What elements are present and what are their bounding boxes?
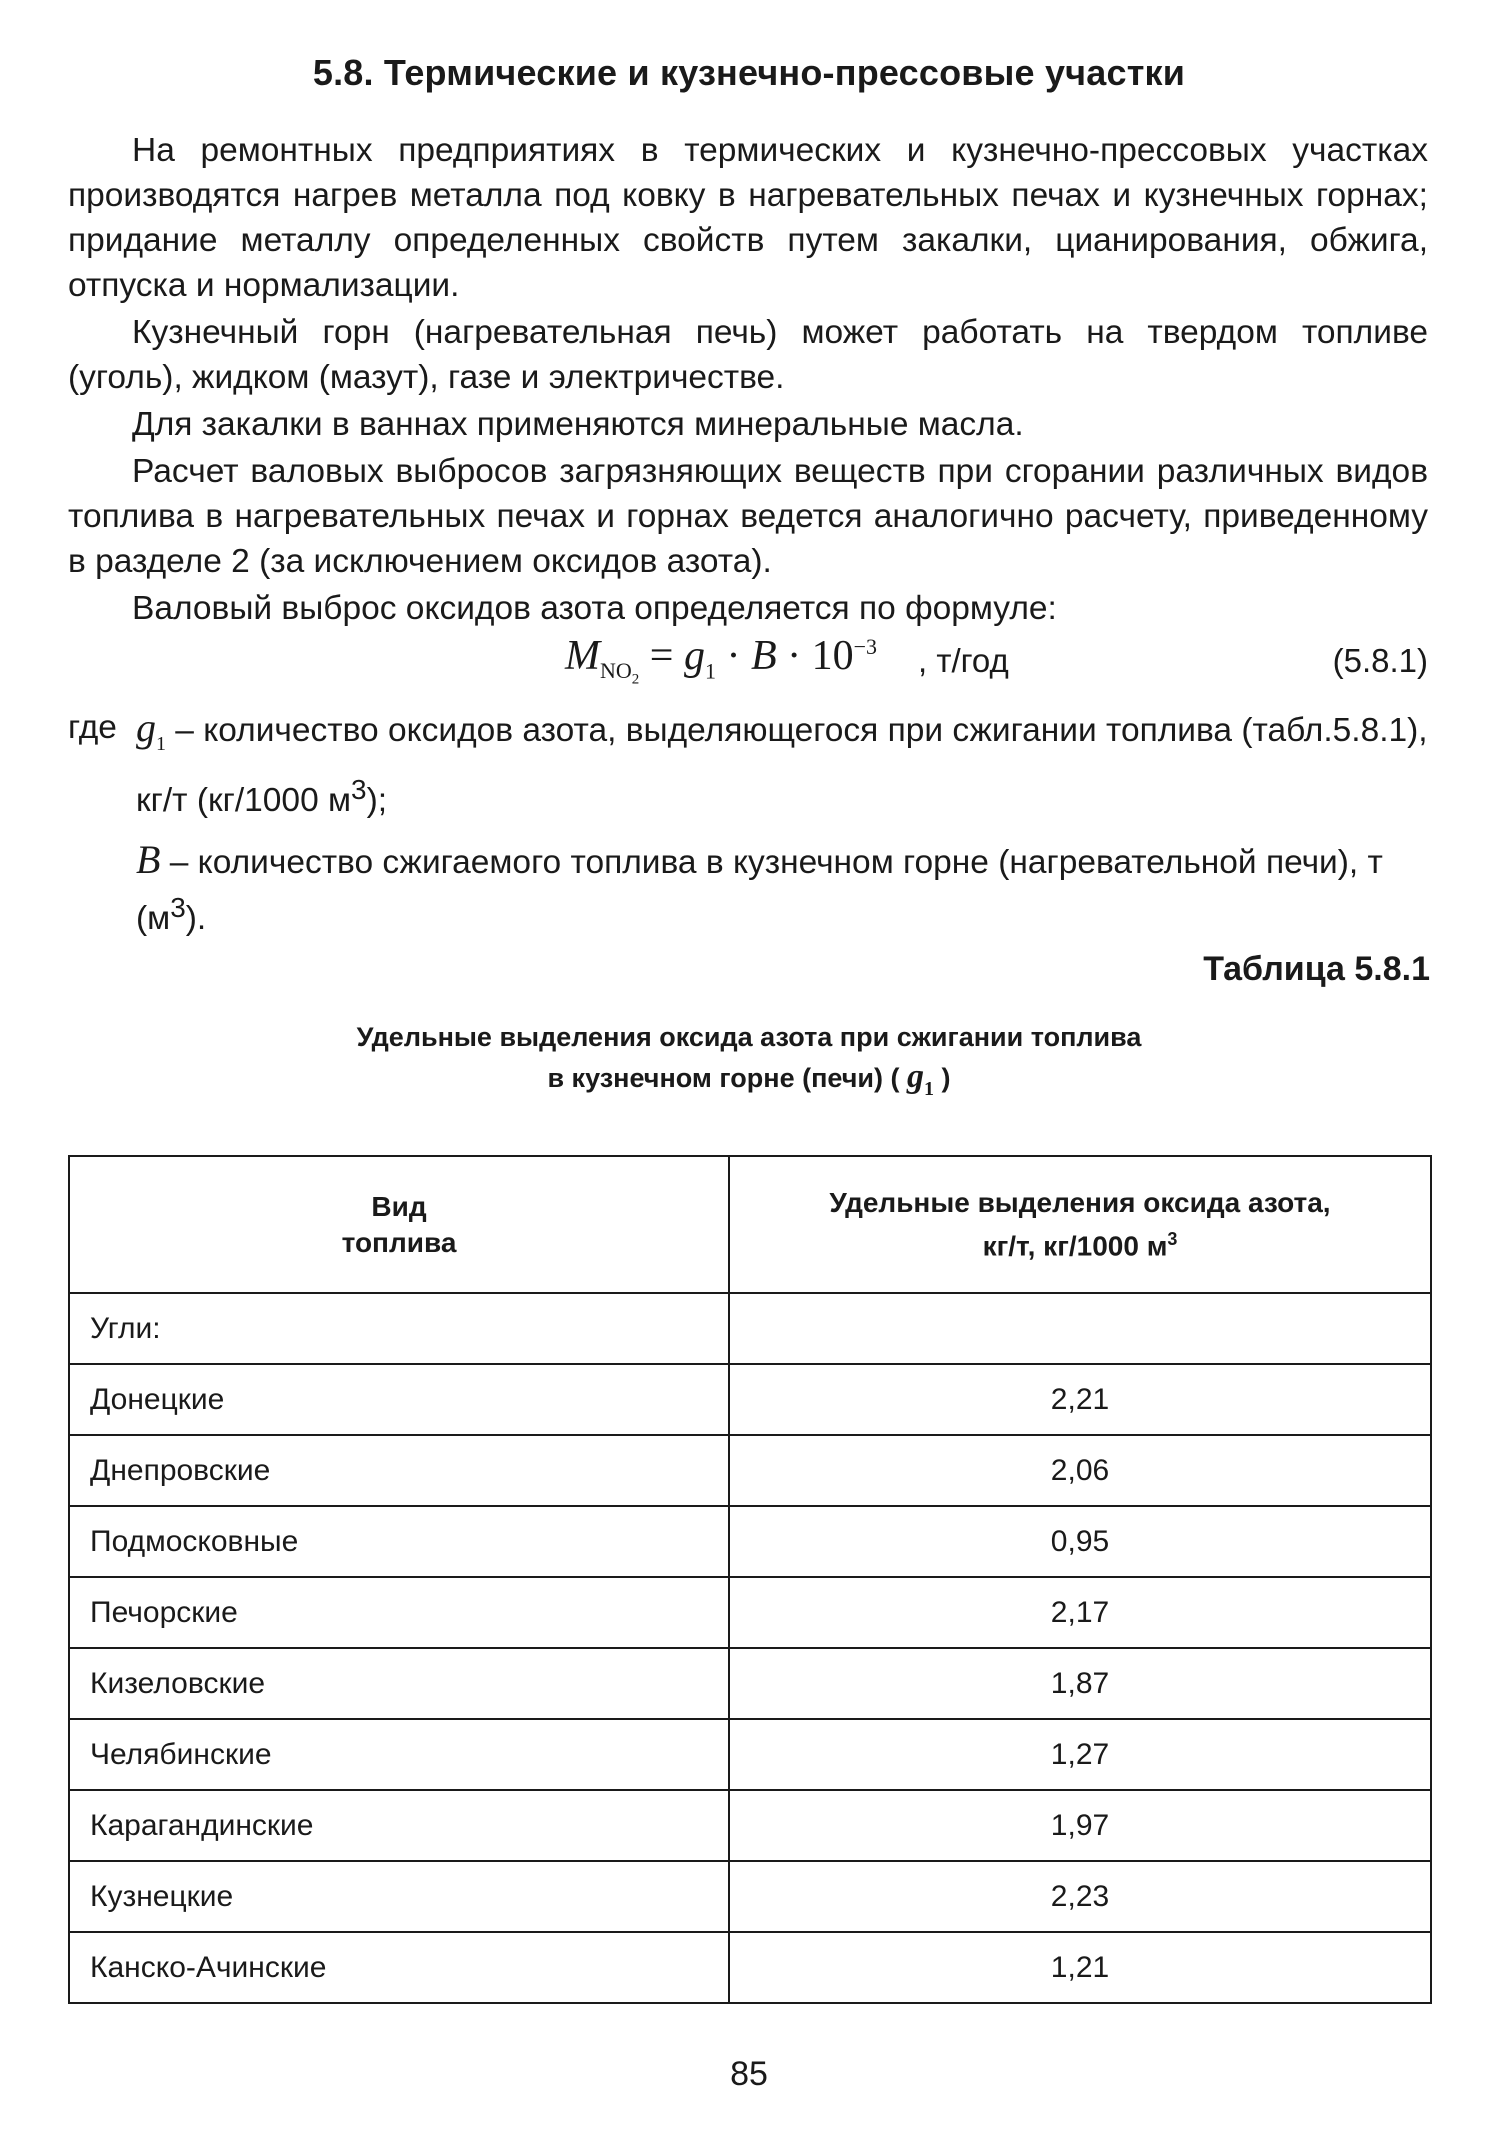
symbol-g1: $g_1$ [136, 705, 166, 755]
formula-unit: , т/год [918, 642, 1009, 679]
fuel-name: Челябинские [69, 1719, 729, 1790]
table-row [69, 1719, 1431, 1790]
table-row [69, 1648, 1431, 1719]
fuel-name: Донецкие [69, 1364, 729, 1435]
fuel-name: Подмосковные [69, 1506, 729, 1577]
fuel-name: Кузнецкие [69, 1861, 729, 1932]
header-fuel-type: Вид топлива [69, 1156, 729, 1293]
table-row [69, 1861, 1431, 1932]
formula-expression: $M_{NO_2} = g_1 \cdot B \cdot 10^{-3}$ [565, 633, 878, 688]
emission-value: 1,87 [729, 1648, 1431, 1719]
page-number: 85 [730, 2055, 768, 2093]
table-caption-line1: Удельные выделения оксида азота при сжигании топлива [356, 1022, 1142, 1052]
emission-value: 2,21 [729, 1364, 1431, 1435]
definition-b: B – количество сжигаемого топлива в кузнечном горне (нагревательной печи), т $(м^3)$. [136, 837, 1383, 938]
emission-value: 2,06 [729, 1435, 1431, 1506]
table-label: Таблица 5.8.1 [1203, 950, 1430, 988]
fuel-name: Днепровские [69, 1435, 729, 1506]
table-caption [0, 1017, 1498, 1109]
fuel-name: Карагандинские [69, 1790, 729, 1861]
emission-value [729, 1293, 1431, 1364]
emissions-table [68, 1155, 1432, 2004]
table-row [69, 1293, 1431, 1364]
fuel-name: Канско-Ачинские [69, 1932, 729, 2003]
table-row [69, 1506, 1431, 1577]
fuel-name: Угли: [69, 1293, 729, 1364]
table-row [69, 1364, 1431, 1435]
table-row [69, 1932, 1431, 2003]
emission-value: 0,95 [729, 1506, 1431, 1577]
table-caption-line2: в кузнечном горне (печи) ( $g_1$ ) [547, 1058, 951, 1100]
table-row [69, 1577, 1431, 1648]
section-title: 5.8. Термические и кузнечно-прессовые участки [312, 52, 1186, 93]
table-row [69, 1435, 1431, 1506]
emission-value: 1,27 [729, 1719, 1431, 1790]
emission-value: 2,23 [729, 1861, 1431, 1932]
emission-value: 1,21 [729, 1932, 1431, 2003]
fuel-name: Печорские [69, 1577, 729, 1648]
paragraph-quench-oils: Для закалки в ваннах применяются минеральные масла. [132, 406, 1024, 443]
definition-g1: где $g_1$ – количество оксидов азота, выделяющегося при сжигании топлива (табл.5.8.1), кг/т (кг/1000 $м^3$); [68, 705, 1428, 820]
equation-number: (5.8.1) [1332, 642, 1428, 679]
paragraph-forge-fuel: Кузнечный горн (нагревательная печь) может работать на твердом топливе (уголь), жидком (мазут), газе и электричестве. [68, 314, 1428, 396]
body-text [68, 128, 1428, 633]
header-specific-emission: Удельные выделения оксида азота, кг/т, кг/1000 $м^3$ [729, 1156, 1431, 1293]
where-word: где [68, 709, 117, 746]
paragraph-formula-intro: Валовый выброс оксидов азота определяется по формуле: [132, 590, 1057, 627]
variable-definitions [68, 705, 1428, 955]
paragraph-intro: На ремонтных предприятиях в термических и кузнечно-прессовых участках производятся нагрев металла под ковку в нагревательных печах и кузнечных горнах; придание металлу определенных свойств путем закалки, цианирования, обжига, отпуска и нормализации. [68, 132, 1428, 304]
fuel-name: Кизеловские [69, 1648, 729, 1719]
table-header-row [69, 1156, 1431, 1293]
symbol-b: B [136, 837, 161, 883]
table-row [69, 1790, 1431, 1861]
emission-value: 2,17 [729, 1577, 1431, 1648]
paragraph-calc-method: Расчет валовых выбросов загрязняющих веществ при сгорании различных видов топлива в нагревательных печах и горнах ведется аналогично расчету, приведенному в разделе 2 (за исключением оксидов азота). [68, 453, 1428, 580]
emission-value: 1,97 [729, 1790, 1431, 1861]
formula-5-8-1 [0, 632, 1498, 692]
